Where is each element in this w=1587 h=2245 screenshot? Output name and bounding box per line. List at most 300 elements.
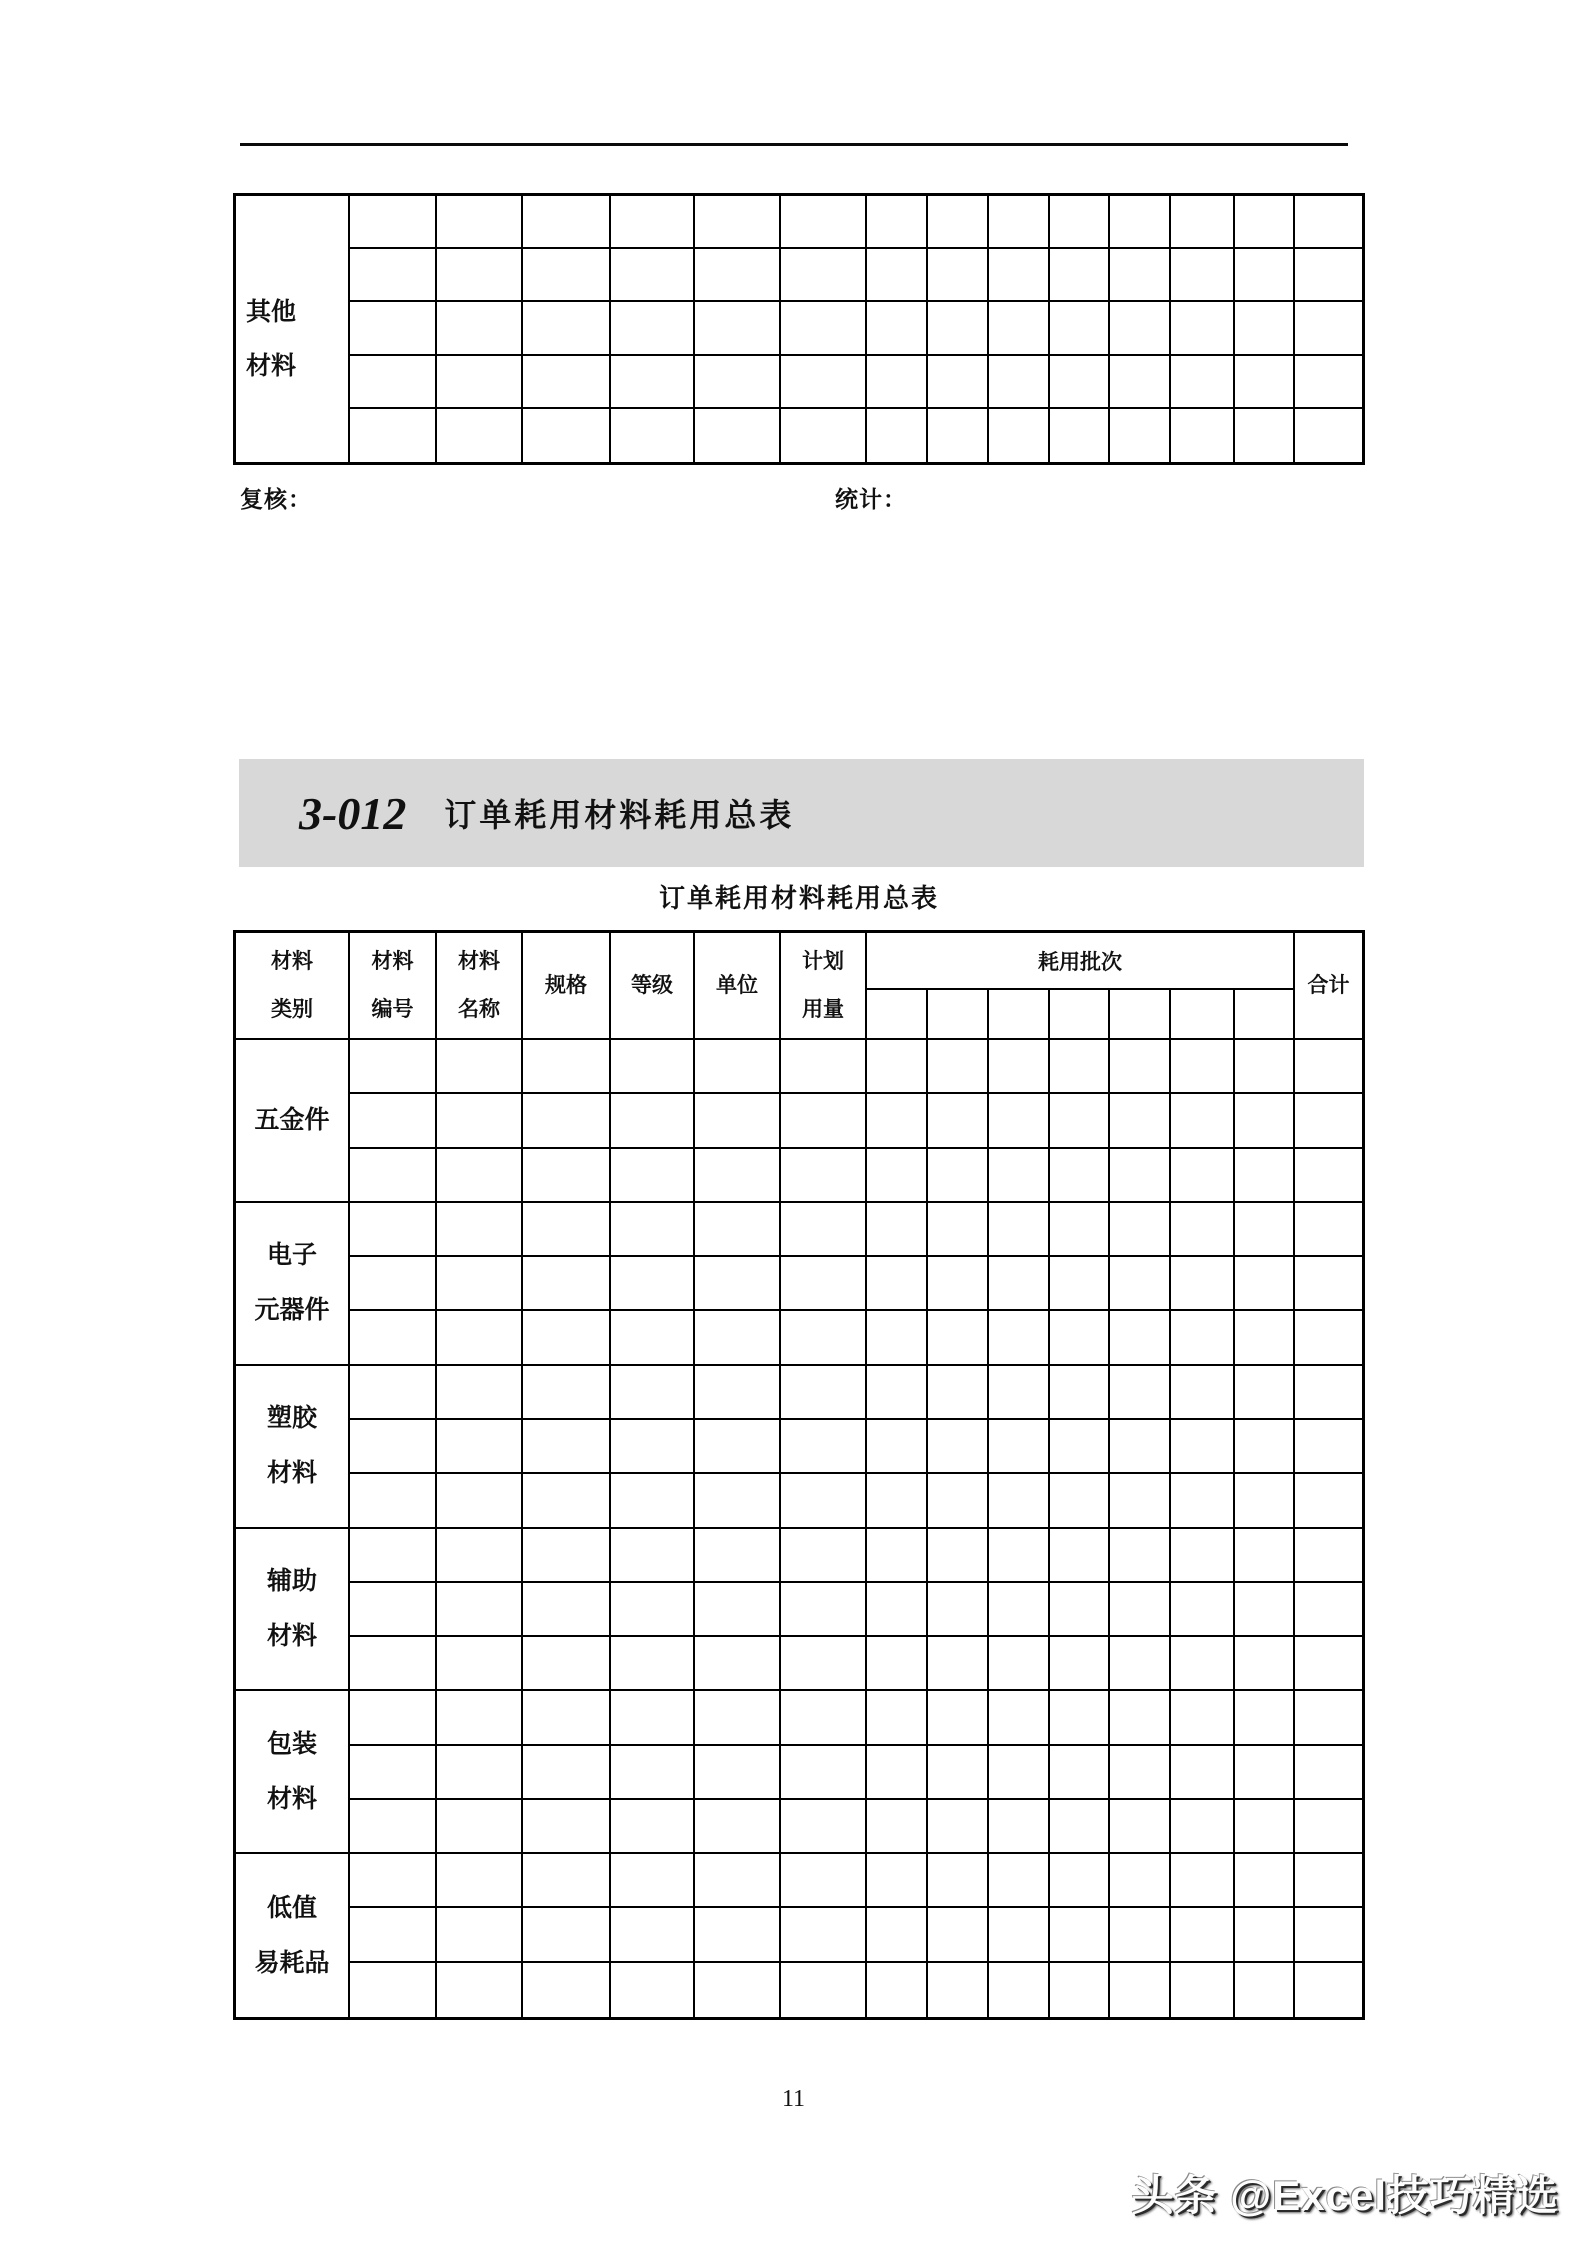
col-header-1 [236,933,350,1040]
grid-cell [437,1583,523,1637]
grid-cell [928,1366,989,1420]
grid-cell [523,1854,611,1908]
grid-cell [350,1963,437,2017]
grid-cell [1110,1420,1171,1474]
label-line: 材料 [266,1459,317,1488]
grid-cell [928,1800,989,1854]
grid-cell [781,1311,867,1365]
label-line: 低值 [266,1893,317,1922]
review-label: 复核： [240,486,312,512]
grid-cell [437,409,523,462]
grid-cell [781,1854,867,1908]
grid-cell [1171,356,1235,409]
grid-cell [350,409,437,462]
grid-cell [611,1963,695,2017]
grid-cell [1050,1854,1110,1908]
grid-cell [523,196,611,249]
grid-cell [867,356,928,409]
label-line: 材料 [371,949,414,973]
page-number: 11 [781,2086,806,2112]
grid-cell [1110,1746,1171,1800]
grid-cell [350,249,437,302]
col-header-7 [781,933,867,1040]
row-group-label-3 [236,1366,350,1529]
grid-cell [781,1691,867,1745]
grid-cell [867,1583,928,1637]
grid-cell [781,1963,867,2017]
grid-cell [1171,1691,1235,1745]
grid-cell [1295,1529,1362,1583]
grid-cell [523,1094,611,1148]
grid-cell [1235,1963,1295,2017]
grid-cell [523,1420,611,1474]
grid-cell [695,1040,781,1094]
grid-cell [1110,1311,1171,1365]
batch-subcolumn-cell [867,990,928,1040]
grid-cell [928,302,989,355]
grid-cell [1235,1800,1295,1854]
grid-cell [867,1311,928,1365]
grid-cell [611,1746,695,1800]
grid-cell [928,1311,989,1365]
grid-cell [1050,1963,1110,2017]
grid-cell [523,1366,611,1420]
grid-cell [928,1963,989,2017]
grid-cell [695,1257,781,1311]
grid-cell [1295,356,1362,409]
grid-cell [1050,1311,1110,1365]
grid-cell [523,1800,611,1854]
label-line: 其他 [246,298,297,326]
grid-cell [695,1474,781,1528]
grid-cell [695,409,781,462]
grid-cell [1050,1908,1110,1962]
grid-cell [611,1149,695,1203]
grid-cell [1110,1203,1171,1257]
grid-cell [1110,1854,1171,1908]
grid-cell [989,1420,1050,1474]
batch-subcolumn-cell [1110,990,1171,1040]
grid-cell [437,1149,523,1203]
grid-cell [1050,1420,1110,1474]
grid-cell [989,1529,1050,1583]
grid-cell [1171,1094,1235,1148]
grid-cell [695,1963,781,2017]
row-group-label-2 [236,1203,350,1366]
grid-cell [437,1311,523,1365]
grid-cell [1171,1257,1235,1311]
col-header-4 [523,933,611,1040]
grid-cell [1110,1908,1171,1962]
grid-cell [437,1094,523,1148]
grid-cell [867,1963,928,2017]
grid-cell [1235,1094,1295,1148]
grid-cell [695,1583,781,1637]
grid-cell [437,1529,523,1583]
grid-cell [867,1420,928,1474]
grid-cell [928,1420,989,1474]
grid-cell [611,1420,695,1474]
grid-cell [695,1800,781,1854]
grid-cell [1050,302,1110,355]
grid-cell [1235,356,1295,409]
grid-cell [928,1583,989,1637]
grid-cell [695,196,781,249]
grid-cell [350,1420,437,1474]
label-line: 等级 [631,973,673,997]
grid-cell [1050,1746,1110,1800]
grid-cell [928,1691,989,1745]
grid-cell [867,409,928,462]
batch-group-header: 耗用批次 [867,933,1295,990]
grid-cell [695,1637,781,1691]
grid-cell [611,1583,695,1637]
grid-cell [350,1040,437,1094]
grid-cell [989,356,1050,409]
grid-cell [611,1094,695,1148]
grid-cell [1171,1366,1235,1420]
grid-cell [437,1637,523,1691]
grid-cell [523,1637,611,1691]
grid-cell [1295,1746,1362,1800]
grid-cell [781,249,867,302]
grid-cell [1295,1800,1362,1854]
grid-cell [867,1908,928,1962]
grid-cell [611,1257,695,1311]
label-line: 材料 [458,949,500,973]
grid-cell [781,409,867,462]
grid-cell [1050,1529,1110,1583]
grid-cell [928,196,989,249]
label-line: 名称 [458,997,500,1021]
col-header-2 [350,933,437,1040]
grid-cell [350,1311,437,1365]
grid-cell [1295,1854,1362,1908]
grid-cell [1110,1691,1171,1745]
grid-cell [989,1800,1050,1854]
grid-cell [1235,1746,1295,1800]
grid-cell [523,1691,611,1745]
label-line: 电子 [266,1241,317,1270]
grid-cell [350,1529,437,1583]
grid-cell [1171,1203,1235,1257]
grid-cell [1050,409,1110,462]
label-line: 五金件 [254,1105,330,1134]
grid-cell [989,1149,1050,1203]
grid-cell [1171,1746,1235,1800]
row-group-label-6 [236,1854,350,2017]
grid-cell [350,1583,437,1637]
grid-cell [1050,1366,1110,1420]
grid-cell [1235,196,1295,249]
grid-cell [523,409,611,462]
grid-cell [928,1474,989,1528]
grid-cell [1171,1908,1235,1962]
grid-cell [1171,1420,1235,1474]
grid-cell [611,1366,695,1420]
grid-cell [523,1908,611,1962]
grid-cell [1110,1529,1171,1583]
grid-cell [928,1908,989,1962]
grid-cell [1171,196,1235,249]
grid-cell [1235,1149,1295,1203]
grid-cell [989,1040,1050,1094]
grid-cell [611,1854,695,1908]
grid-cell [611,409,695,462]
grid-cell [781,1637,867,1691]
grid-cell [867,196,928,249]
grid-cell [1171,409,1235,462]
grid-cell [1171,1474,1235,1528]
grid-cell [1050,356,1110,409]
grid-cell [928,1637,989,1691]
grid-cell [695,1094,781,1148]
grid-cell [350,1149,437,1203]
grid-cell [523,1257,611,1311]
grid-cell [1050,1149,1110,1203]
grid-cell [523,1149,611,1203]
grid-cell [1110,1040,1171,1094]
grid-cell [523,1529,611,1583]
grid-cell [437,1257,523,1311]
grid-cell [1171,1149,1235,1203]
grid-cell [695,1854,781,1908]
label-line: 材料 [266,1621,317,1650]
grid-cell [1235,1854,1295,1908]
grid-cell [1295,1257,1362,1311]
grid-cell [523,1746,611,1800]
grid-cell [695,1311,781,1365]
grid-cell [350,1366,437,1420]
grid-cell [1110,409,1171,462]
batch-subcolumn-cell [1235,990,1295,1040]
grid-cell [437,1203,523,1257]
grid-cell [1110,196,1171,249]
grid-cell [1050,249,1110,302]
grid-cell [1235,1203,1295,1257]
grid-cell [989,196,1050,249]
grid-cell [781,196,867,249]
grid-cell [437,1366,523,1420]
grid-cell [611,1691,695,1745]
grid-cell [989,302,1050,355]
grid-cell [1110,1366,1171,1420]
grid-cell [1050,1474,1110,1528]
grid-cell [1050,196,1110,249]
grid-cell [867,1854,928,1908]
grid-cell [437,302,523,355]
grid-cell [695,1908,781,1962]
grid-cell [1050,1257,1110,1311]
grid-cell [611,1637,695,1691]
grid-cell [695,1529,781,1583]
grid-cell [989,1691,1050,1745]
grid-cell [928,1746,989,1800]
grid-cell [867,1474,928,1528]
stats-label: 统计： [835,486,907,512]
grid-cell [1295,1963,1362,2017]
grid-cell [989,1257,1050,1311]
section-title: 订单耗用材料耗用总表 [444,797,795,833]
grid-cell [1295,1637,1362,1691]
grid-cell [350,1800,437,1854]
grid-cell [437,1474,523,1528]
grid-cell [1295,249,1362,302]
grid-cell [350,302,437,355]
grid-cell [781,1420,867,1474]
label-line: 材料 [266,1784,317,1813]
col-header-3 [437,933,523,1040]
batch-subcolumn-cell [928,990,989,1040]
grid-cell [781,1366,867,1420]
grid-cell [781,1149,867,1203]
grid-cell [437,1691,523,1745]
grid-cell [1295,302,1362,355]
grid-cell [1235,1420,1295,1474]
grid-cell [695,1203,781,1257]
label-line: 元器件 [254,1296,330,1325]
grid-cell [611,196,695,249]
grid-cell [1295,1366,1362,1420]
grid-cell [611,1800,695,1854]
grid-cell [867,1529,928,1583]
batch-subcolumn-cell [1171,990,1235,1040]
grid-cell [1235,1691,1295,1745]
grid-cell [989,1203,1050,1257]
grid-cell [437,1746,523,1800]
grid-cell [867,302,928,355]
grid-cell [989,1094,1050,1148]
grid-cell [611,1040,695,1094]
grid-cell [1171,249,1235,302]
grid-cell [781,302,867,355]
grid-cell [989,1963,1050,2017]
grid-cell [1050,1094,1110,1148]
grid-cell [1171,302,1235,355]
grid-cell [989,1908,1050,1962]
grid-cell [1050,1583,1110,1637]
label-line: 计划 [802,949,844,973]
grid-cell [1171,1963,1235,2017]
label-line: 辅助 [266,1566,317,1595]
label-line: 规格 [545,973,587,997]
grid-cell [781,1800,867,1854]
row-group-label-4 [236,1529,350,1692]
grid-cell [989,1311,1050,1365]
grid-cell [1235,302,1295,355]
grid-cell [867,1094,928,1148]
grid-cell [350,1908,437,1962]
total-column-header: 合计 [1295,933,1362,1040]
grid-cell [350,1637,437,1691]
grid-cell [1235,1311,1295,1365]
grid-cell [437,249,523,302]
watermark-text: 头条 @Excel技巧精选 [1131,2172,1559,2219]
grid-cell [1050,1691,1110,1745]
grid-cell [350,1746,437,1800]
grid-cell [781,1474,867,1528]
grid-cell [1171,1800,1235,1854]
grid-cell [1110,1257,1171,1311]
grid-cell [1235,409,1295,462]
grid-cell [867,1257,928,1311]
grid-cell [867,1366,928,1420]
label-line: 塑胶 [266,1404,317,1433]
grid-cell [611,356,695,409]
grid-cell [1235,1040,1295,1094]
grid-cell [1110,1963,1171,2017]
grid-cell [1235,1474,1295,1528]
col-header-6 [695,933,781,1040]
grid-cell [437,356,523,409]
grid-cell [1110,1800,1171,1854]
grid-cell [350,1257,437,1311]
grid-cell [437,1854,523,1908]
grid-cell [1110,1474,1171,1528]
grid-cell [1235,249,1295,302]
grid-cell [437,1420,523,1474]
grid-cell [523,1583,611,1637]
grid-cell [1235,1637,1295,1691]
grid-cell [350,1474,437,1528]
grid-cell [989,1366,1050,1420]
grid-cell [989,1854,1050,1908]
grid-cell [989,1746,1050,1800]
col-header-5 [611,933,695,1040]
grid-cell [1295,1583,1362,1637]
grid-cell [1235,1908,1295,1962]
grid-cell [781,1203,867,1257]
grid-cell [867,1800,928,1854]
grid-cell [1171,1854,1235,1908]
grid-cell [1171,1529,1235,1583]
grid-cell [989,409,1050,462]
batch-subcolumn-cell [1050,990,1110,1040]
grid-cell [1295,1149,1362,1203]
label-line: 单位 [716,973,758,997]
grid-cell [1295,1040,1362,1094]
grid-cell [781,356,867,409]
grid-cell [1050,1040,1110,1094]
grid-cell [928,409,989,462]
grid-cell [695,1691,781,1745]
grid-cell [1235,1366,1295,1420]
grid-cell [437,1963,523,2017]
grid-cell [781,1040,867,1094]
row-label-other-materials [236,196,350,462]
grid-cell [1050,1203,1110,1257]
grid-cell [611,1529,695,1583]
grid-cell [928,1529,989,1583]
grid-cell [928,1203,989,1257]
horizontal-rule [240,143,1348,146]
grid-cell [1050,1637,1110,1691]
grid-cell [1171,1311,1235,1365]
grid-cell [611,1203,695,1257]
grid-cell [1235,1529,1295,1583]
grid-cell [867,1746,928,1800]
grid-cell [523,1474,611,1528]
batch-subcolumn-cell [989,990,1050,1040]
grid-cell [1110,356,1171,409]
grid-cell [437,1040,523,1094]
grid-cell [1235,1583,1295,1637]
row-group-label-5 [236,1691,350,1854]
section-banner [239,759,1364,867]
label-line: 包装 [266,1729,317,1758]
grid-cell [928,249,989,302]
grid-cell [350,196,437,249]
